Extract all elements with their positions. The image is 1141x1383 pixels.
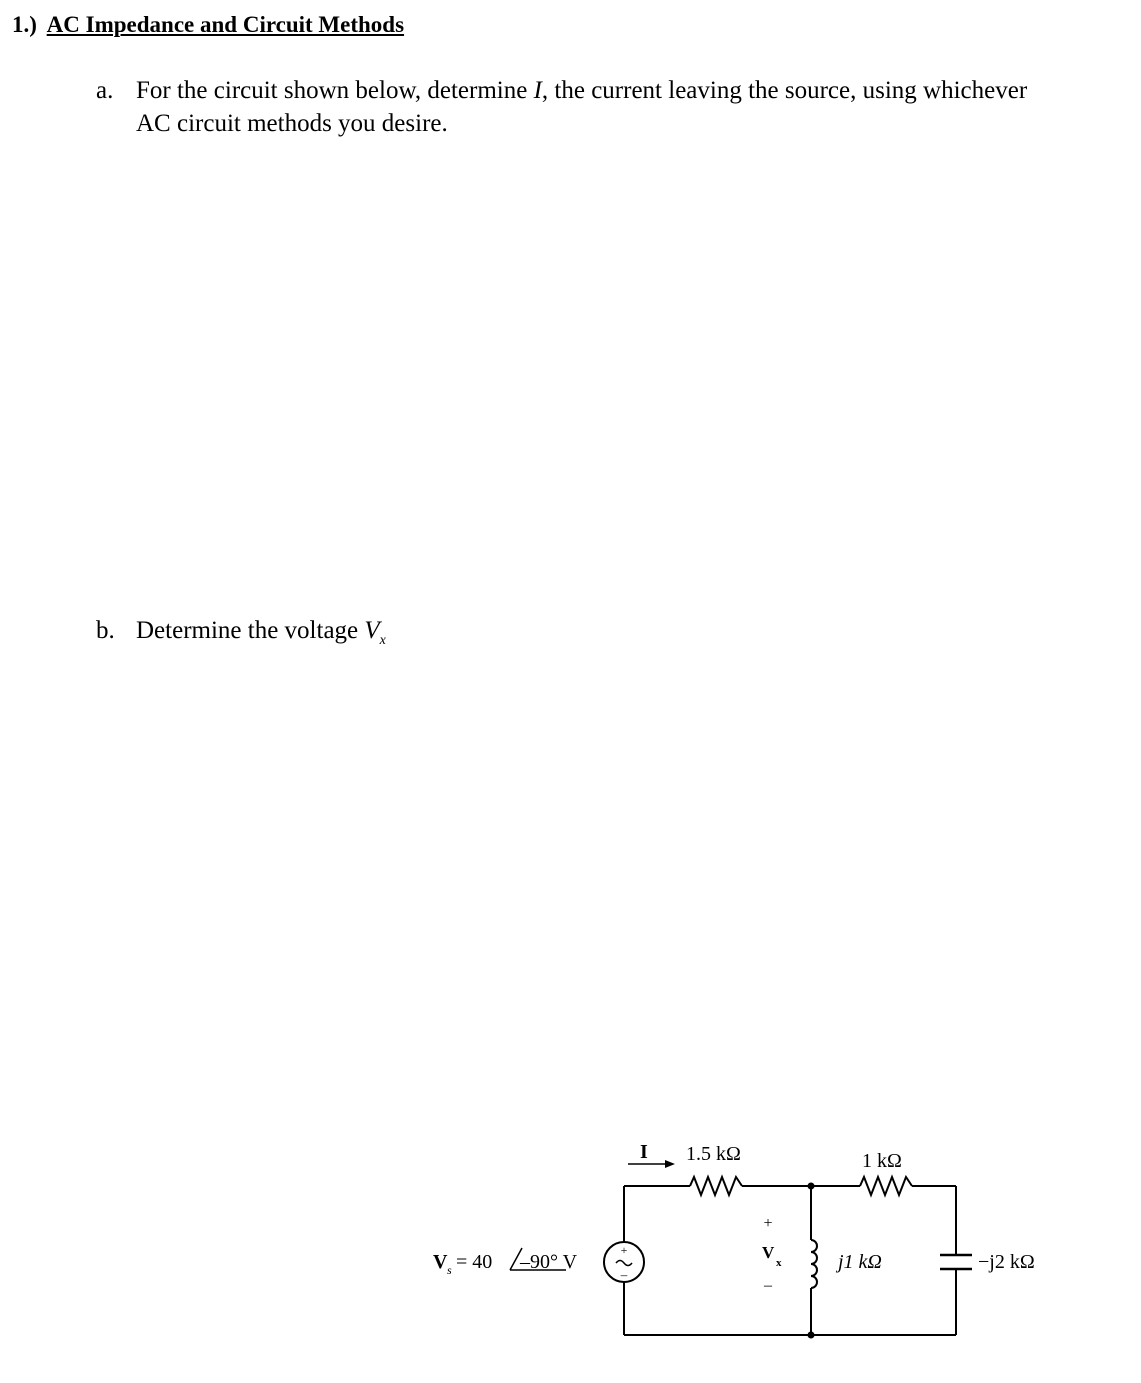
r1-resistor <box>690 1177 742 1195</box>
vx-sub: x <box>776 1257 782 1269</box>
problem-title: AC Impedance and Circuit Methods <box>46 12 405 37</box>
inductor-label: j1 kΩ <box>838 1251 882 1273</box>
problem-number: 1.) <box>12 12 37 37</box>
inductor-coil <box>811 1240 817 1288</box>
vx-symbol: $V_x$ <box>364 617 386 648</box>
source-plus: + <box>620 1243 628 1257</box>
source-value-eq: = 40 <box>456 1251 493 1273</box>
current-symbol: I <box>533 77 542 104</box>
source-value-angle: –90° V <box>520 1251 578 1273</box>
current-arrow-icon <box>665 1160 675 1168</box>
source-minus: – <box>620 1267 628 1282</box>
r2-resistor <box>860 1177 912 1195</box>
vx-minus: – <box>764 1277 772 1294</box>
capacitor-label: −j2 kΩ <box>978 1251 1035 1273</box>
part-a-text: For the circuit shown below, determine I, the current leaving the source, using whichever AC circuit methods you desire. <box>136 77 1028 137</box>
source-value-label: V <box>433 1251 448 1273</box>
top-node <box>808 1183 815 1190</box>
source-tilde-icon <box>616 1261 632 1266</box>
current-label: I <box>640 1141 648 1163</box>
source-value-sub: s <box>447 1263 452 1277</box>
part-b-text: Determine the voltage <box>136 617 359 644</box>
r1-label: 1.5 kΩ <box>686 1143 741 1165</box>
vx-plus: + <box>763 1215 773 1232</box>
bottom-node <box>808 1332 815 1339</box>
vx-label: V <box>762 1243 775 1262</box>
r2-label: 1 kΩ <box>862 1150 902 1172</box>
part-b-label: b. <box>96 617 115 644</box>
part-a-label: a. <box>96 77 114 104</box>
